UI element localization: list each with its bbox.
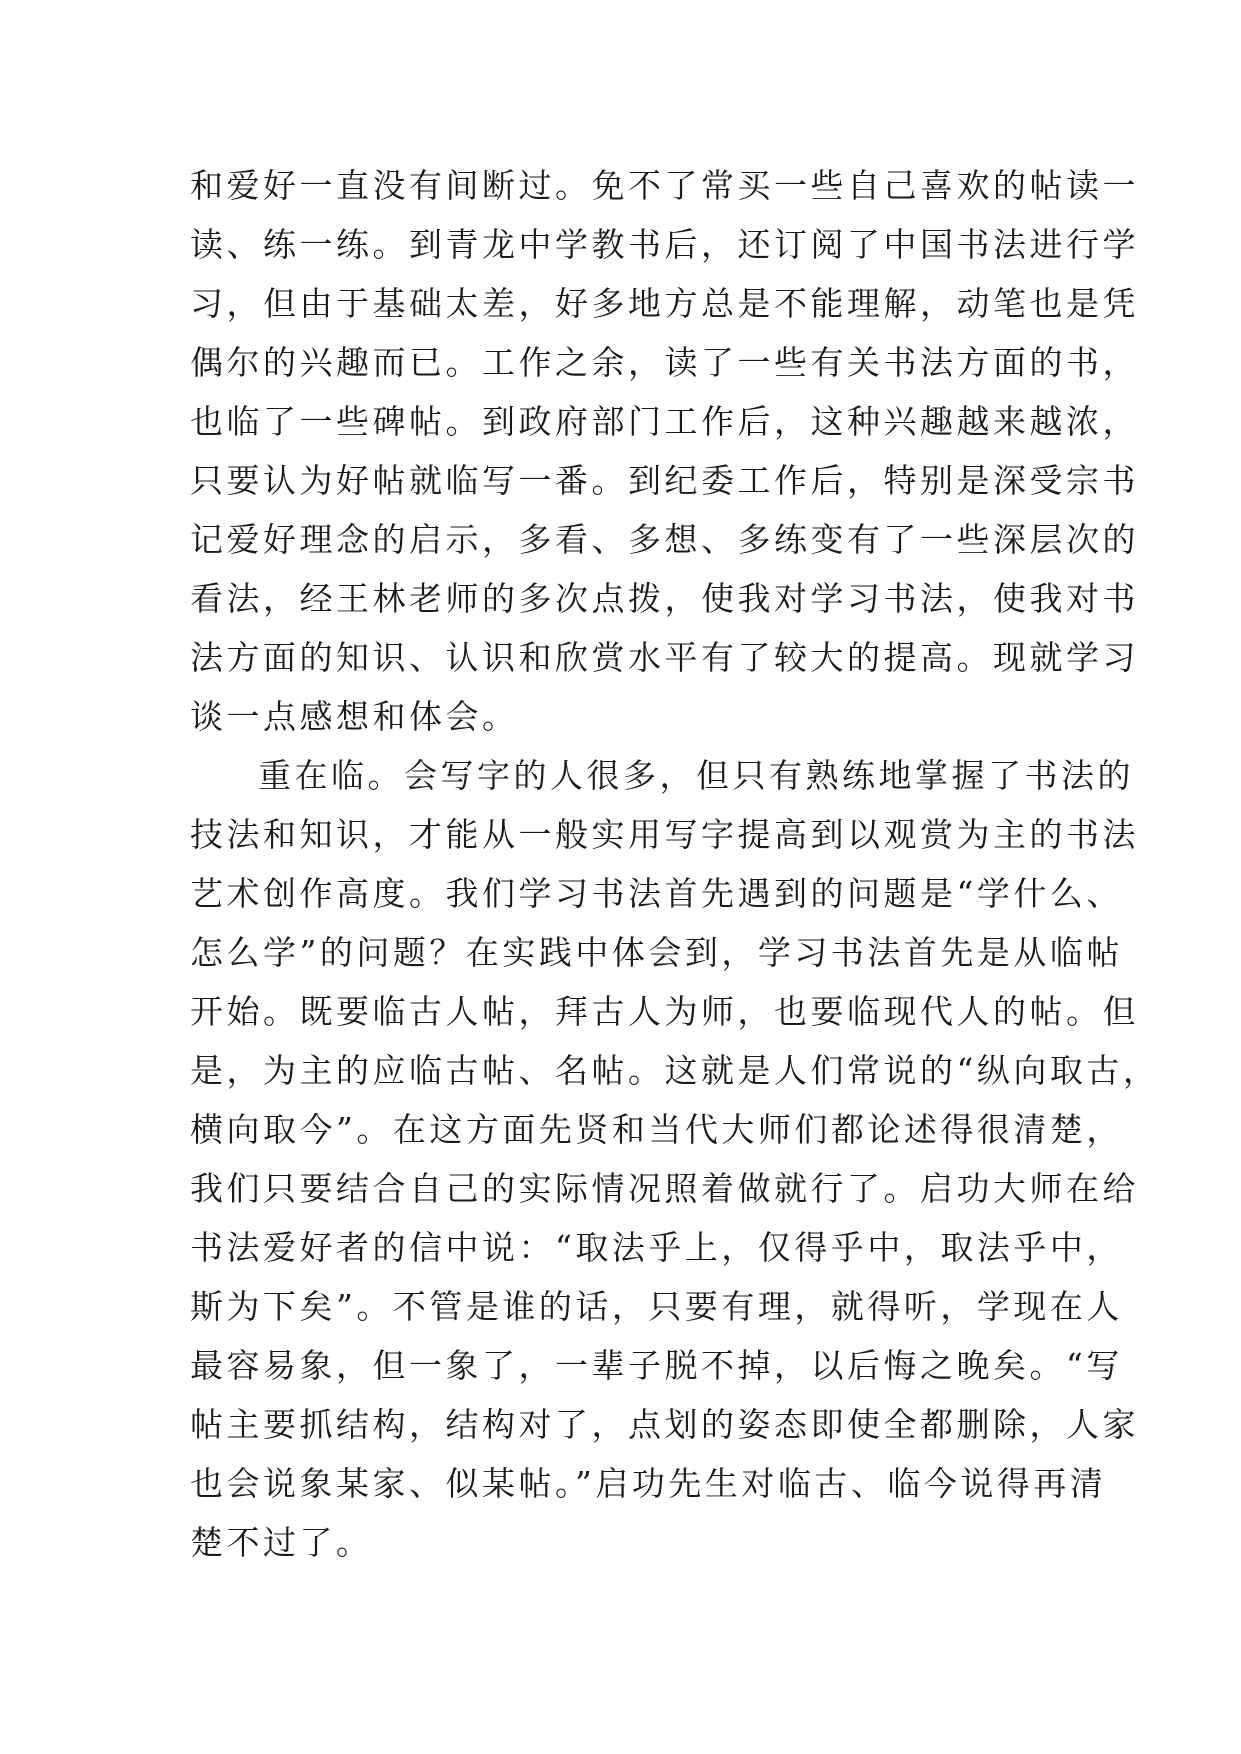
text-line: 也会说象某家、似某帖。”启功先生对临古、临今说得再清 (190, 1464, 1107, 1503)
text-line: 记爱好理念的启示，多看、多想、多练变有了一些深层次的 (190, 520, 1139, 559)
text-line: 斯为下矣”。不管是谁的话，只要有理，就得听，学现在人 (190, 1287, 1123, 1326)
paragraph-first-line: 重在临。会写字的人很多，但只有熟练地掌握了书法的 (258, 756, 1134, 795)
text-line: 偶尔的兴趣而已。工作之余，读了一些有关书法方面的书， (190, 343, 1139, 382)
text-line: 横向取今”。在这方面先贤和当代大师们都论述得很清楚， (190, 1110, 1123, 1149)
text-line: 楚不过了。 (190, 1523, 373, 1562)
text-line: 习，但由于基础太差，好多地方总是不能理解，动笔也是凭 (190, 284, 1139, 323)
text-line: 怎么学”的问题？在实践中体会到，学习书法首先是从临帖 (190, 933, 1123, 972)
text-line: 艺术创作高度。我们学习书法首先遇到的问题是“学什么、 (190, 874, 1123, 913)
text-line: 和爱好一直没有间断过。免不了常买一些自己喜欢的帖读一 (190, 166, 1139, 205)
text-line: 读、练一练。到青龙中学教书后，还订阅了中国书法进行学 (190, 225, 1139, 264)
text-line: 最容易象，但一象了，一辈子脱不掉，以后悔之晚矣。“写 (190, 1346, 1123, 1385)
text-line: 书法爱好者的信中说：“取法乎上，仅得乎中，取法乎中， (190, 1228, 1123, 1267)
body-text (190, 156, 1160, 1572)
text-line: 我们只要结合自己的实际情况照着做就行了。启功大师在给 (190, 1169, 1139, 1208)
text-line: 法方面的知识、认识和欣赏水平有了较大的提高。现就学习 (190, 638, 1139, 677)
text-line: 谈一点感想和体会。 (190, 697, 519, 736)
text-line: 看法，经王林老师的多次点拨，使我对学习书法，使我对书 (190, 579, 1139, 618)
text-line: 技法和知识，才能从一般实用写字提高到以观赏为主的书法 (190, 815, 1139, 854)
text-line: 开始。既要临古人帖，拜古人为师，也要临现代人的帖。但 (190, 992, 1139, 1031)
text-line: 帖主要抓结构，结构对了，点划的姿态即使全都删除，人家 (190, 1405, 1139, 1444)
text-line: 也临了一些碑帖。到政府部门工作后，这种兴趣越来越浓， (190, 402, 1139, 441)
text-line: 只要认为好帖就临写一番。到纪委工作后，特别是深受宗书 (190, 461, 1139, 500)
text-line: 是，为主的应临古帖、名帖。这就是人们常说的“纵向取古， (190, 1051, 1160, 1090)
